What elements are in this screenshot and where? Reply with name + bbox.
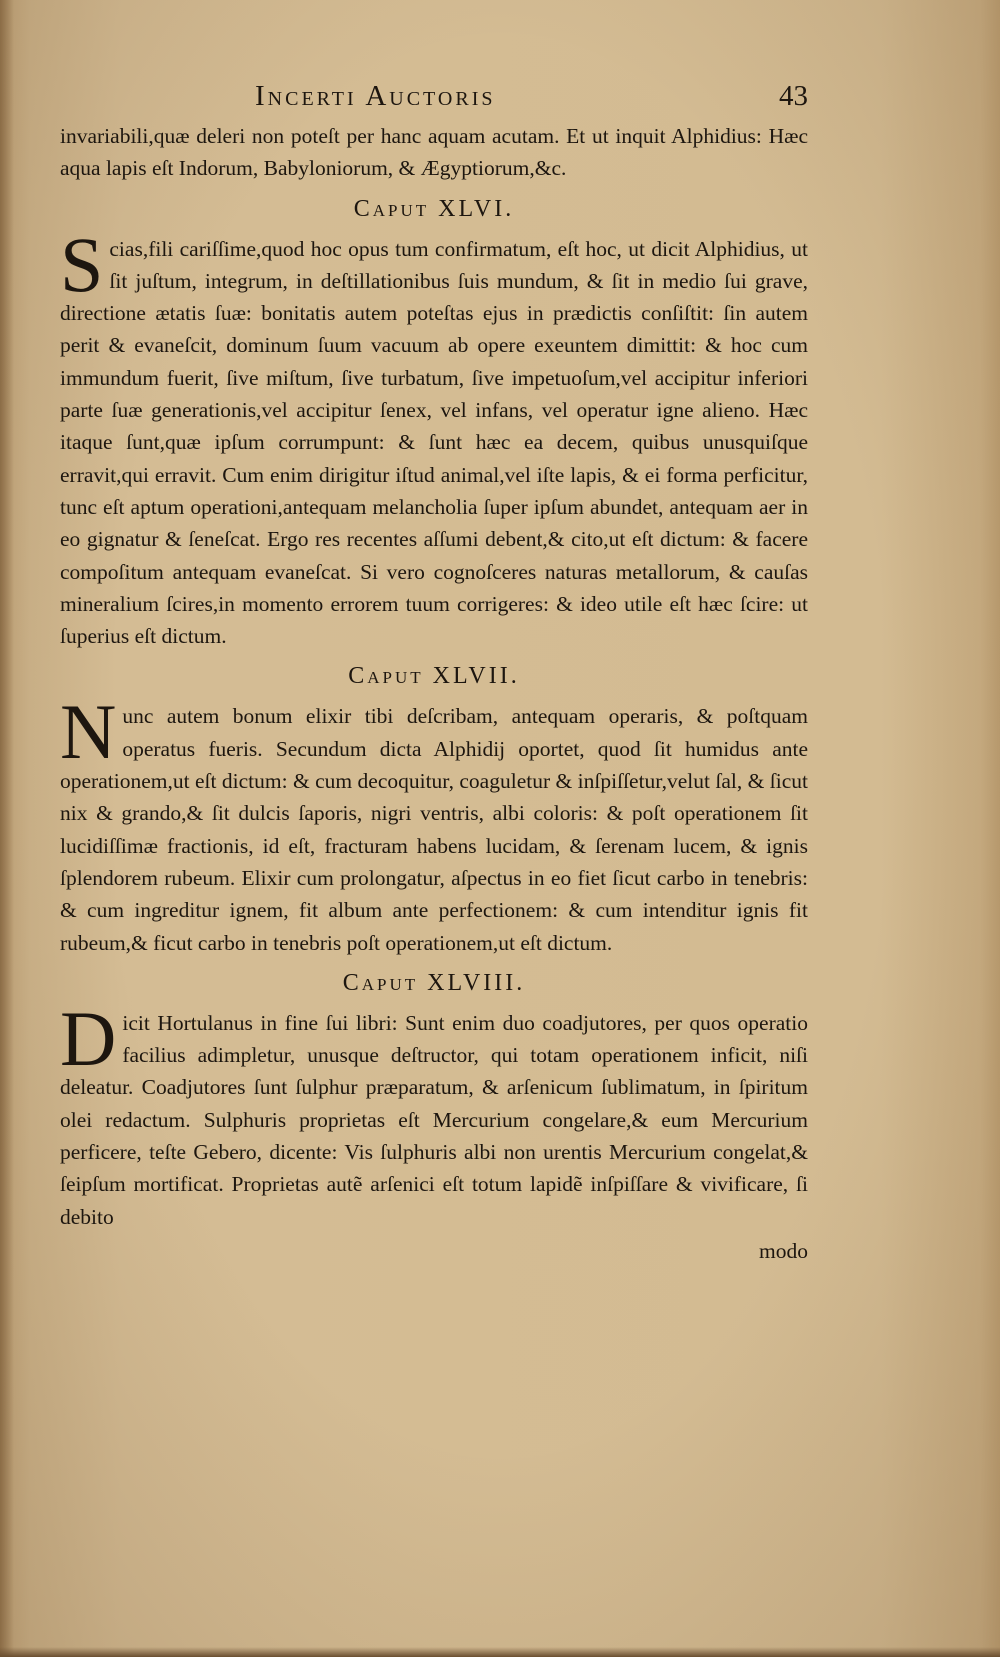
chapter-text: Nunc autem bonum elixir tibi deſcribam, antequam operaris, & poſtquam operatus fueris. Secundum dicta Alphidij oportet, quod ſit humidus ante operationem,ut eſt dictum: & cum decoquitur, coaguletur & inſpiſſetur,velut ſal, & ſicut nix & grando,& ſit dulcis ſaporis, nigri ventris, albi coloris: & poſt operationem ſit lucidiſſimæ fractionis, id eſt, fracturam habens lucidam, & ſerenam lucem, & ignis ſplendorem rubeum. Elixir cum prolongatur, aſpectus in eo fiet ſicut carbo in tenebris: & cum ingreditur ignem, fit album ante perfectionem: & cum intenditur ignis fit rubeum,& ficut carbo in tenebris poſt operationem,ut eſt dictum. [60,688,808,955]
chapter-text: Dicit Hortulanus in fine ſui libri: Sunt enim duo coadjutores, per quos operatio facilius adimpletur, unusque deſtructor, qui totam operationem inficit, niſi deleatur. Coadjutores ſunt ſulphur præparatum, & arſenicum ſublimatum, in ſpiritum olei redactum. Sulphuris proprietas eſt Mercurium congelare,& eum Mercurium perficere, teſte Gebero, dicente: Vis ſulphuris albi non urentis Mercurium congelat,& ſeipſum mortificat. Proprietas autẽ arſenici eſt totum lapidẽ inſpiſſare & vivificare, ſi debito [60,994,808,1229]
page-bottom-edge [0,1647,1000,1657]
chapter-heading: Caput XLVII. [348,663,520,690]
continued-paragraph: invariabili,quæ deleri non poteſt per hanc aquam acutam. Et ut inquit Alphidius: Hæc aqua lapis eſt Indorum, Babyloniorum, & Ægyptiorum,&c. [60,124,808,181]
chapter-heading: Caput XLVIII. [342,969,526,996]
page-body [60,120,808,1267]
running-head [60,80,808,120]
chapter-47 [60,652,808,958]
catchword: modo [759,1238,808,1263]
chapter-48 [60,959,808,1233]
chapter-46 [60,185,808,653]
running-title: Incerti Auctoris [255,80,496,112]
chapter-text: Scias,fili cariſſime,quod hoc opus tum confirmatum, eſt hoc, ut dicit Alphidius, ut ſit juſtum, integrum, in deſtillationibus ſuis mundum, & ſit in medio ſui grave, directione ætatis ſuæ: bonitatis autem poteſtas ejus in prædictis conſiſtit: ſin autem perit & evaneſcit, dominum ſuum vacuum ab opere exeuntem dimittit: & hoc cum immundum fuerit, ſive miſtum, ſive turbatum, ſive impetuoſum,vel accipitur inferiori parte ſuæ generationis,vel accipitur ſenex, vel infans, vel operatur igne alieno. Hæc itaque ſunt,quæ ipſum corrumpunt: & ſunt hæc ea decem, quibus unusquiſque erravit,qui erravit. Cum enim dirigitur iſtud animal,vel iſte lapis, & ei forma perficitur, tunc eſt aptum operationi,antequam melancholia ſuper ipſum abundet, antequam aer in eo gignatur & ſeneſcat. Ergo res recentes aſſumi debent,& cito,ut eſt dictum: & facere compoſitum antequam evaneſcat. Si vero cognoſceres naturas metallorum, & cauſas mineralium ſcires,in momento errorem tuum corrigeres: & ideo utile eſt hæc ſcire: ut ſuperius eſt dictum. [60,220,808,649]
chapter-heading: Caput XLVI. [353,195,515,222]
page-number: 43 [779,80,808,112]
page-gutter-shadow [0,0,14,1657]
